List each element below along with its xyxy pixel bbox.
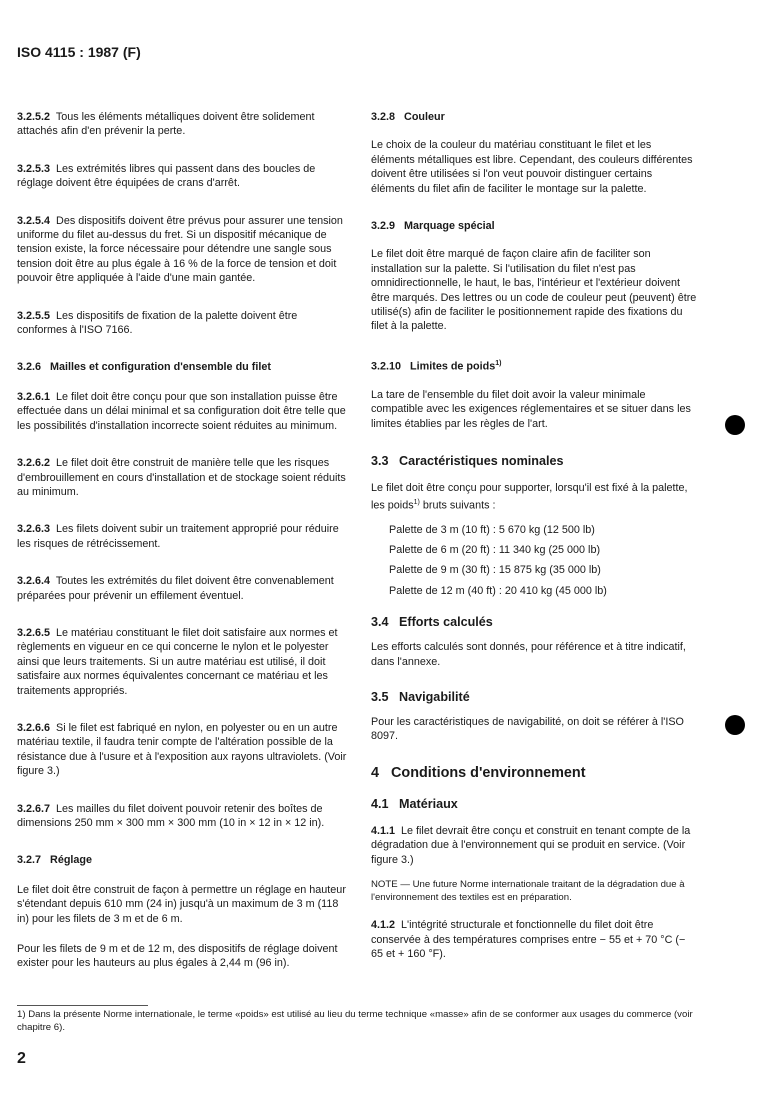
heading-3-2-6: 3.2.6 Mailles et configuration d'ensemble du filet [17, 361, 271, 374]
clause-3-2-6-3: 3.2.6.3 Les filets doivent subir un traitement approprié pour réduire les risques de rétrécissement. [17, 523, 339, 550]
heading-4-1: 4.1 Matériaux [371, 796, 458, 811]
clause-4-1-2: 4.1.2 L'intégrité structurale et fonctionnelle du filet doit être conservée à des températures comprises entre − 55 et + 70 °C (− 65 et + 160 °F). [371, 919, 686, 960]
heading-3-2-7: 3.2.7 Réglage [17, 854, 93, 867]
page-number: 2 [17, 1050, 26, 1067]
pallet-12m: Palette de 12 m (40 ft) : 20 410 kg (45 000 lb) [389, 584, 607, 597]
clause-3-2-6-4: 3.2.6.4 Toutes les extrémités du filet doivent être convenablement préparées pour prévenir un effilement éventuel. [17, 575, 334, 602]
clause-3-2-6-2: 3.2.6.2 Le filet doit être construit de manière telle que les risques d'embrouillement en cours d'installation et de stockage soient réduits au minimum. [17, 457, 346, 498]
clause-3-4-text: Les efforts calculés sont donnés, pour référence et à titre indicatif, dans l'annexe. [371, 641, 686, 668]
right-column [371, 110, 697, 961]
clause-4-1-1: 4.1.1 Le filet devrait être conçu et construit en tenant compte de la dégradation due à l'environnement qui se produit en service. (Voir figure 3.) [371, 824, 691, 866]
pallet-9m: Palette de 9 m (30 ft) : 15 875 kg (35 000 lb) [389, 564, 601, 577]
clause-3-2-5-4: 3.2.5.4 Des dispositifs doivent être prévus pour assurer une tension uniforme du filet au-dessus du fret. Si un dispositif mécanique de tension existe, la force nécessaire pour détendre une sangle sous tension doit être au plus égale à 16 % de la force de tension et doit pouvoir être appliquée à l'aide d'une main gantée. [17, 214, 343, 285]
footnote: 1) Dans la présente Norme internationale, le terme «poids» est utilisé au lieu du terme technique «masse» afin de se conformer aux usages du commerce (voir chapitre 6). [17, 1009, 693, 1033]
note-text: NOTE — Une future Norme internationale traitant de la dégradation due à l'environnement des textiles est en préparation. [371, 878, 685, 903]
paragraph-reglage-2: Pour les filets de 9 m et de 12 m, des dispositifs de réglage doivent exister pour les hauteurs au plus égales à 2,44 m (96 in). [17, 943, 338, 970]
pallet-3m: Palette de 3 m (10 ft) : 5 670 kg (12 500 lb) [389, 523, 595, 536]
clause-3-5-text: Pour les caractéristiques de navigabilité, on doit se référer à l'ISO 8097. [371, 715, 684, 743]
clause-3-2-5-2: 3.2.5.2 Tous les éléments métalliques doivent être solidement attachés afin d'en prévenir la perte. [17, 111, 315, 138]
clause-3-3-text: Le filet doit être conçu pour supporter, lorsqu'il est fixé à la palette, les poids$^{1)}$ bruts suivants : [371, 482, 688, 512]
pallet-6m: Palette de 6 m (20 ft) : 11 340 kg (25 000 lb) [389, 543, 601, 556]
heading-4: 4 Conditions d'environnement [371, 764, 586, 781]
clause-3-2-5-3: 3.2.5.3 Les extrémités libres qui passent dans des boucles de réglage doivent être équipées de crans d'arrêt. [17, 162, 316, 190]
clause-3-2-9-text: Le filet doit être marqué de façon claire afin de faciliter son installation sur la palette. Si l'utilisation du filet n'est pas omnidirectionnelle, le haut, le bas, l'intérieur et l'extérieur doivent être marqués. Des lettres ou un code de couleur peut (peuvent) être utilisé(s) afin de faciliter le positionnement rapide des fixations du filet à la palette. [371, 248, 697, 333]
paragraph-reglage-1: Le filet doit être construit de façon à permettre un réglage en hauteur s'étendant depuis 610 mm (24 in) jusqu'à un maximum de 3 m (118 in) pour les filets de 3 m et de 6 m. [17, 883, 346, 925]
clause-3-2-6-7: 3.2.6.7 Les mailles du filet doivent pouvoir retenir des boîtes de dimensions 250 mm × 300 mm × 300 mm (10 in × 12 in × 12 in). [17, 802, 325, 829]
heading-3-5: 3.5 Navigabilité [371, 689, 470, 704]
heading-3-3: 3.3 Caractéristiques nominales [371, 454, 564, 469]
clause-3-2-5-5: 3.2.5.5 Les dispositifs de fixation de la palette doivent être conformes à l'ISO 7166. [17, 309, 298, 337]
clause-3-2-6-5: 3.2.6.5 Le matériau constituant le filet doit satisfaire aux normes et règlements en vigueur en ce qui concerne le nylon et le polyester ainsi que leurs traitements. Si un autre matériau est utilisé, il doit satisfaire aux normes équivalentes concernant ce matériau et les traitements appropriés. [17, 626, 338, 697]
punch-hole-top [725, 415, 745, 435]
clause-3-2-10-text: La tare de l'ensemble du filet doit avoir la valeur minimale compatible avec les exigences réglementaires et se situer dans les limites établies par les règles de l'art. [371, 388, 691, 430]
clause-3-2-6-1: 3.2.6.1 Le filet doit être conçu pour que son installation puisse être effectuée dans un délai minimal et sa configuration doit être telle que les possibilités d'installation incorrecte soient réduites au minimum. [17, 390, 346, 432]
clause-3-2-6-6: 3.2.6.6 Si le filet est fabriqué en nylon, en polyester ou en un autre matériau textile, il faudra tenir compte de l'altération possible de la résistance due à l'usure et à l'exposition aux rayons ultraviolets. (Voir figure 3.) [17, 721, 347, 778]
clause-3-2-8-text: Le choix de la couleur du matériau constituant le filet et les éléments métalliques est libre. Cependant, des couleurs différentes doivent être utilisées si l'on veut pouvoir distinguer certains éléments du filet afin de faciliter le montage sur la palette. [371, 139, 693, 195]
left-column [17, 110, 350, 971]
footnote-divider [17, 1005, 148, 1006]
document-header: ISO 4115 : 1987 (F) [17, 44, 141, 60]
punch-hole-bottom [725, 715, 745, 735]
heading-3-2-8: 3.2.8 Couleur [371, 111, 445, 123]
heading-3-2-9: 3.2.9 Marquage spécial [371, 220, 495, 233]
heading-3-4: 3.4 Efforts calculés [371, 615, 493, 630]
heading-3-2-10: 3.2.10 Limites de poids$^{1)}$ [371, 359, 502, 373]
